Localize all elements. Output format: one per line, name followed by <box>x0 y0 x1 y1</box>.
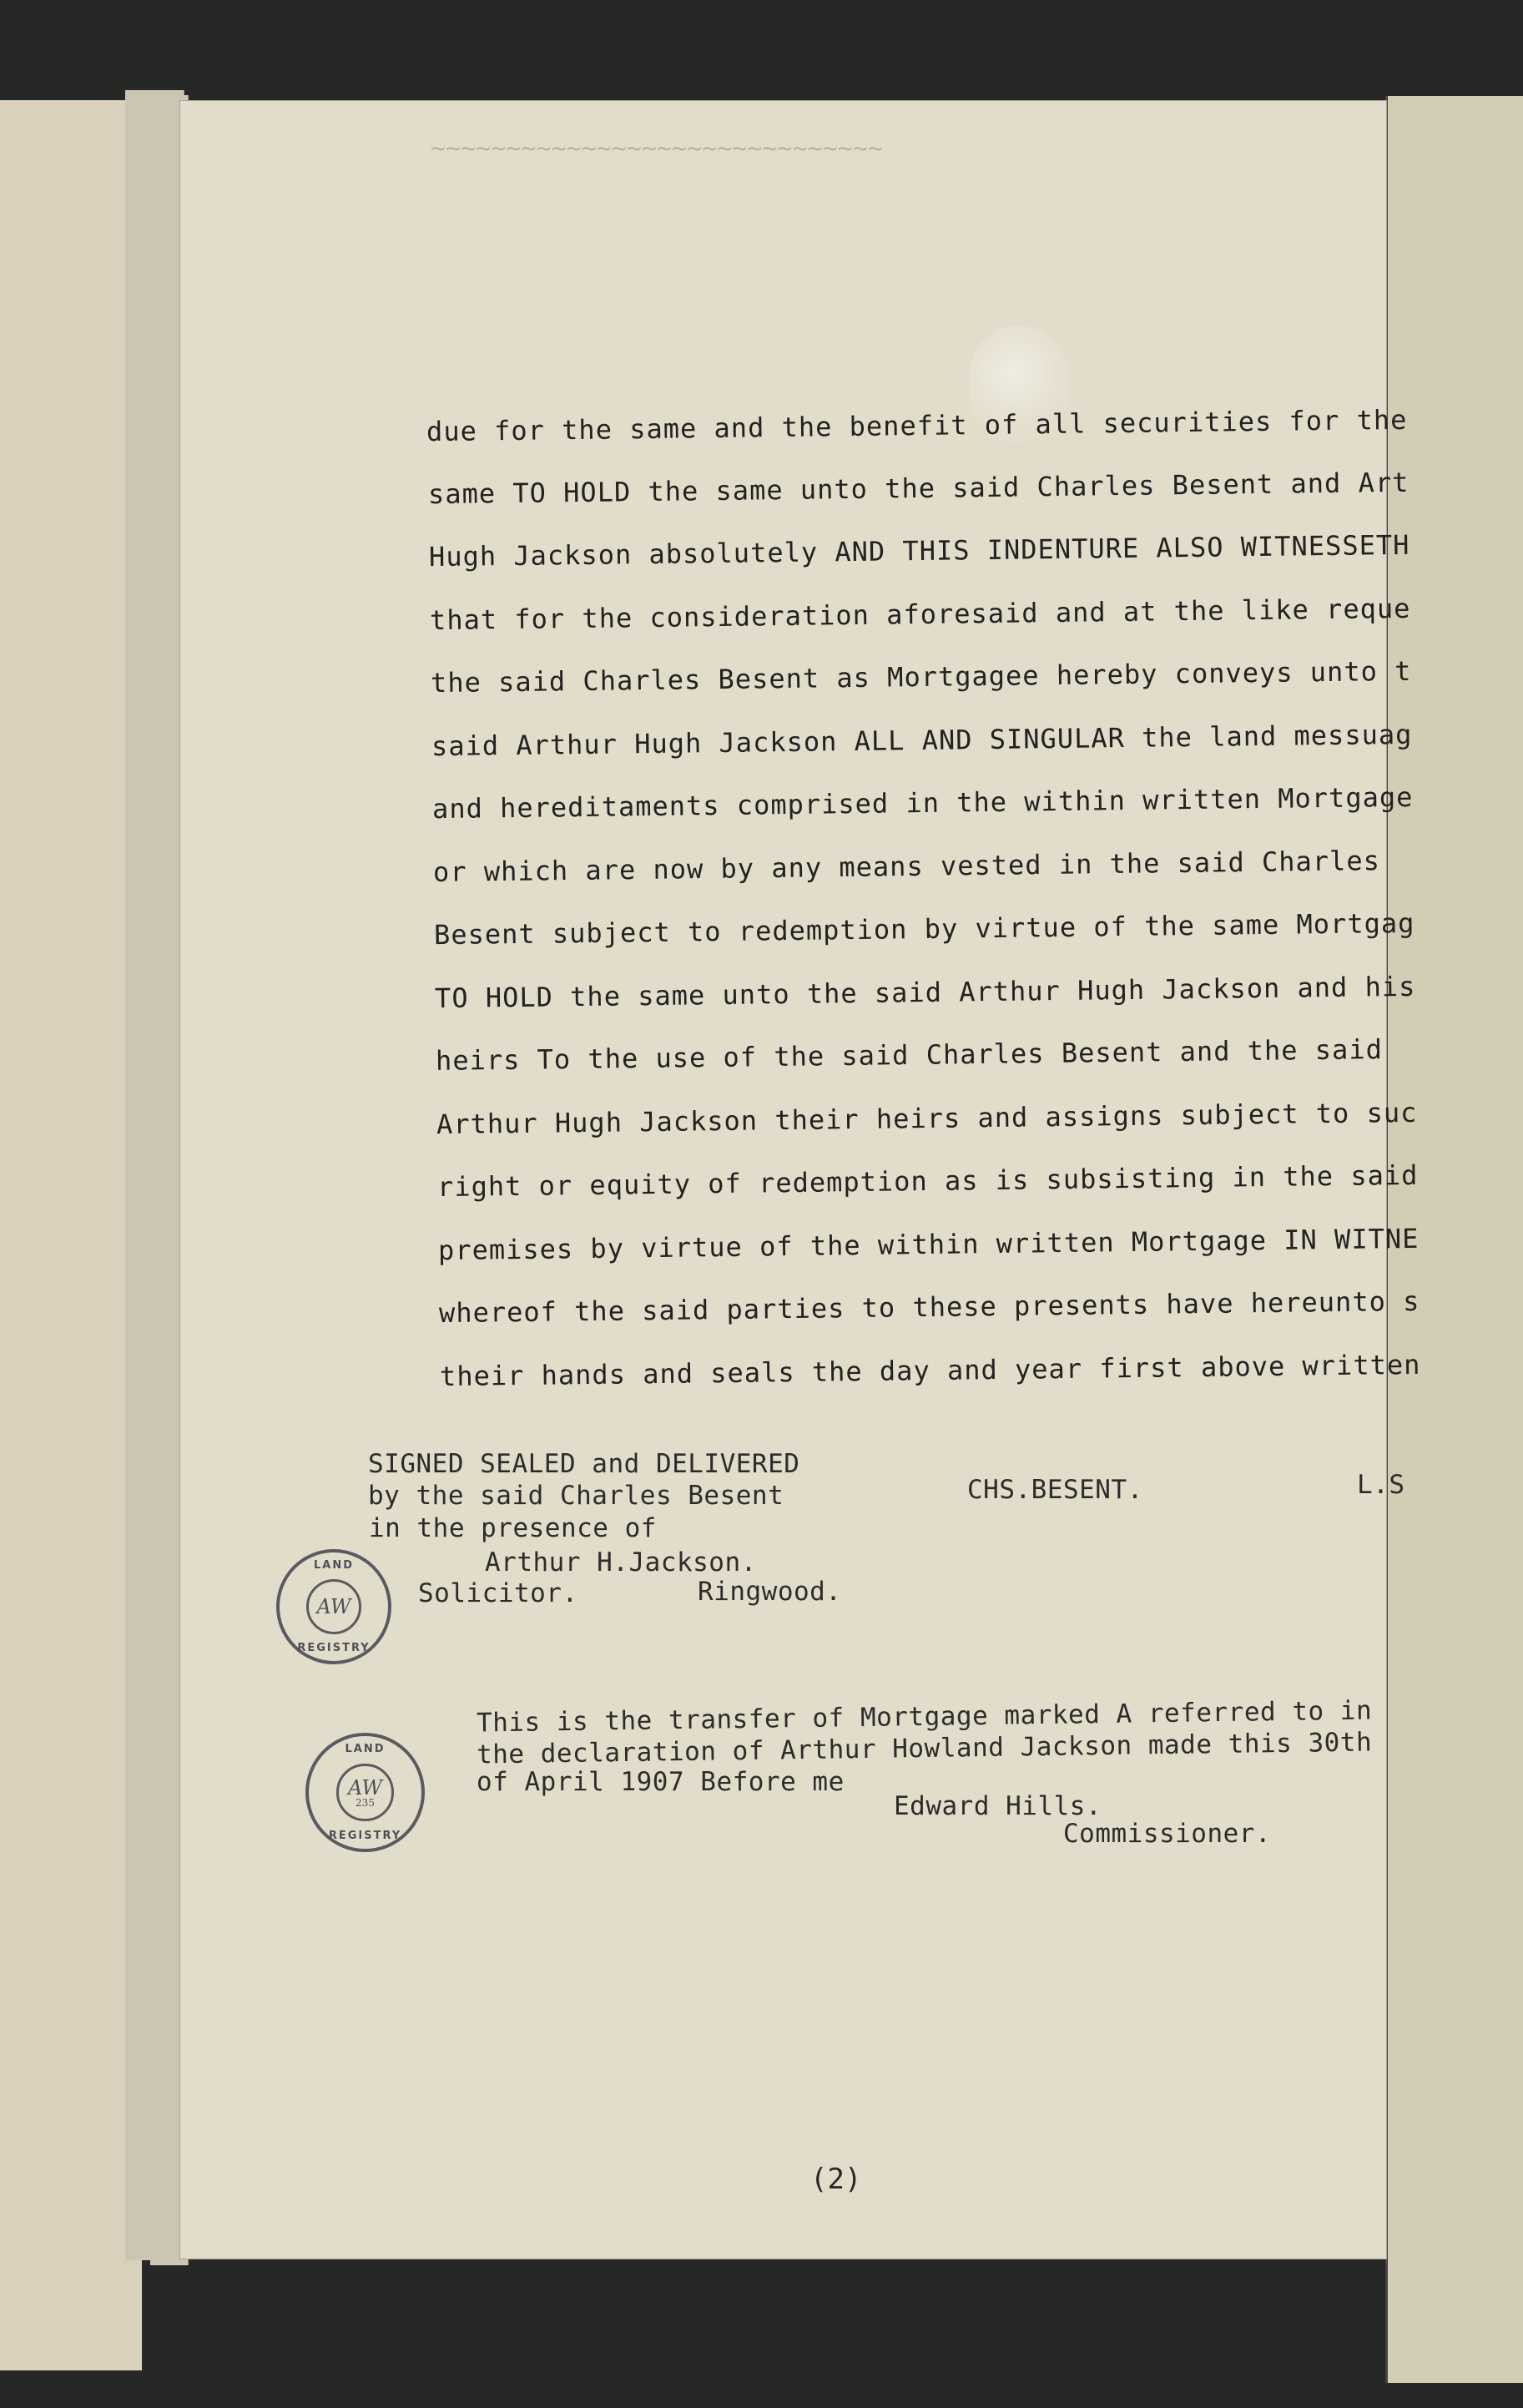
body-line: right or equity of redemption as is subsisting in the said <box>436 1159 1419 1204</box>
stamp-initials: AW <box>316 1594 351 1618</box>
body-line: their hands and seals the day and year first above written <box>439 1348 1421 1393</box>
body-line: and hereditaments comprised in the within written Mortgage <box>431 780 1414 825</box>
body-line: or which are now by any means vested in the said Charles <box>432 845 1381 888</box>
commissioner-name: Edward Hills. <box>894 1791 1102 1821</box>
body-line: heirs To the use of the said Charles Besent and the said <box>435 1033 1384 1077</box>
body-line: due for the same and the benefit of all securities for the <box>426 403 1408 448</box>
document-page <box>179 100 1421 2259</box>
body-line: whereof the said parties to these presents have hereunto s <box>438 1285 1420 1330</box>
body-line: TO HOLD the same unto the said Arthur Hugh Jackson and his <box>434 970 1416 1015</box>
body-line: Hugh Jackson absolutely AND THIS INDENTURE ALSO WITNESSETH <box>428 528 1410 573</box>
signature: CHS.BESENT. <box>967 1475 1143 1505</box>
body-line: premises by virtue of the within written Mortgage IN WITNE <box>437 1222 1420 1267</box>
attestation-line: SIGNED SEALED and DELIVERED <box>368 1449 800 1479</box>
certificate-line: This is the transfer of Mortgage marked A referred to in <box>476 1695 1373 1739</box>
witness-place: Ringwood. <box>698 1577 842 1607</box>
body-line: same TO HOLD the same unto the said Charles Besent and Art <box>427 466 1410 511</box>
witness-role: Solicitor. <box>418 1578 578 1608</box>
commissioner-title: Commissioner. <box>1063 1819 1272 1849</box>
stamp-number: 235 <box>356 1796 375 1809</box>
certificate-line: of April 1907 Before me <box>477 1767 845 1797</box>
left-facing-page <box>0 100 142 2370</box>
page-number: (2) <box>810 2163 862 2196</box>
stamp-initials: AW <box>347 1775 383 1800</box>
body-line: Arthur Hugh Jackson their heirs and assigns subject to suc <box>436 1096 1418 1141</box>
body-line: said Arthur Hugh Jackson ALL AND SINGULAR the land messuag <box>431 718 1413 763</box>
witness-name: Arthur H.Jackson. <box>485 1547 757 1578</box>
body-line: that for the consideration aforesaid and at the like reque <box>429 592 1411 637</box>
land-registry-stamp: LAND AW REGISTRY <box>276 1549 391 1664</box>
seal-mark: L.S <box>1357 1470 1405 1500</box>
body-line: Besent subject to redemption by virtue of the same Mortgag <box>433 906 1415 952</box>
body-line: the said Charles Besent as Mortgagee hereby conveys unto t <box>430 654 1412 699</box>
show-through-text: ~~~~~~~~~~~~~~~~~~~~~~~~~~~~~~ <box>431 134 883 164</box>
certificate-line: the declaration of Arthur Howland Jackson made this 30th <box>476 1727 1373 1770</box>
attestation-line: in the presence of <box>369 1513 657 1543</box>
land-registry-stamp: LAND AW 235 REGISTRY <box>305 1733 425 1852</box>
attestation-line: by the said Charles Besent <box>368 1481 784 1511</box>
